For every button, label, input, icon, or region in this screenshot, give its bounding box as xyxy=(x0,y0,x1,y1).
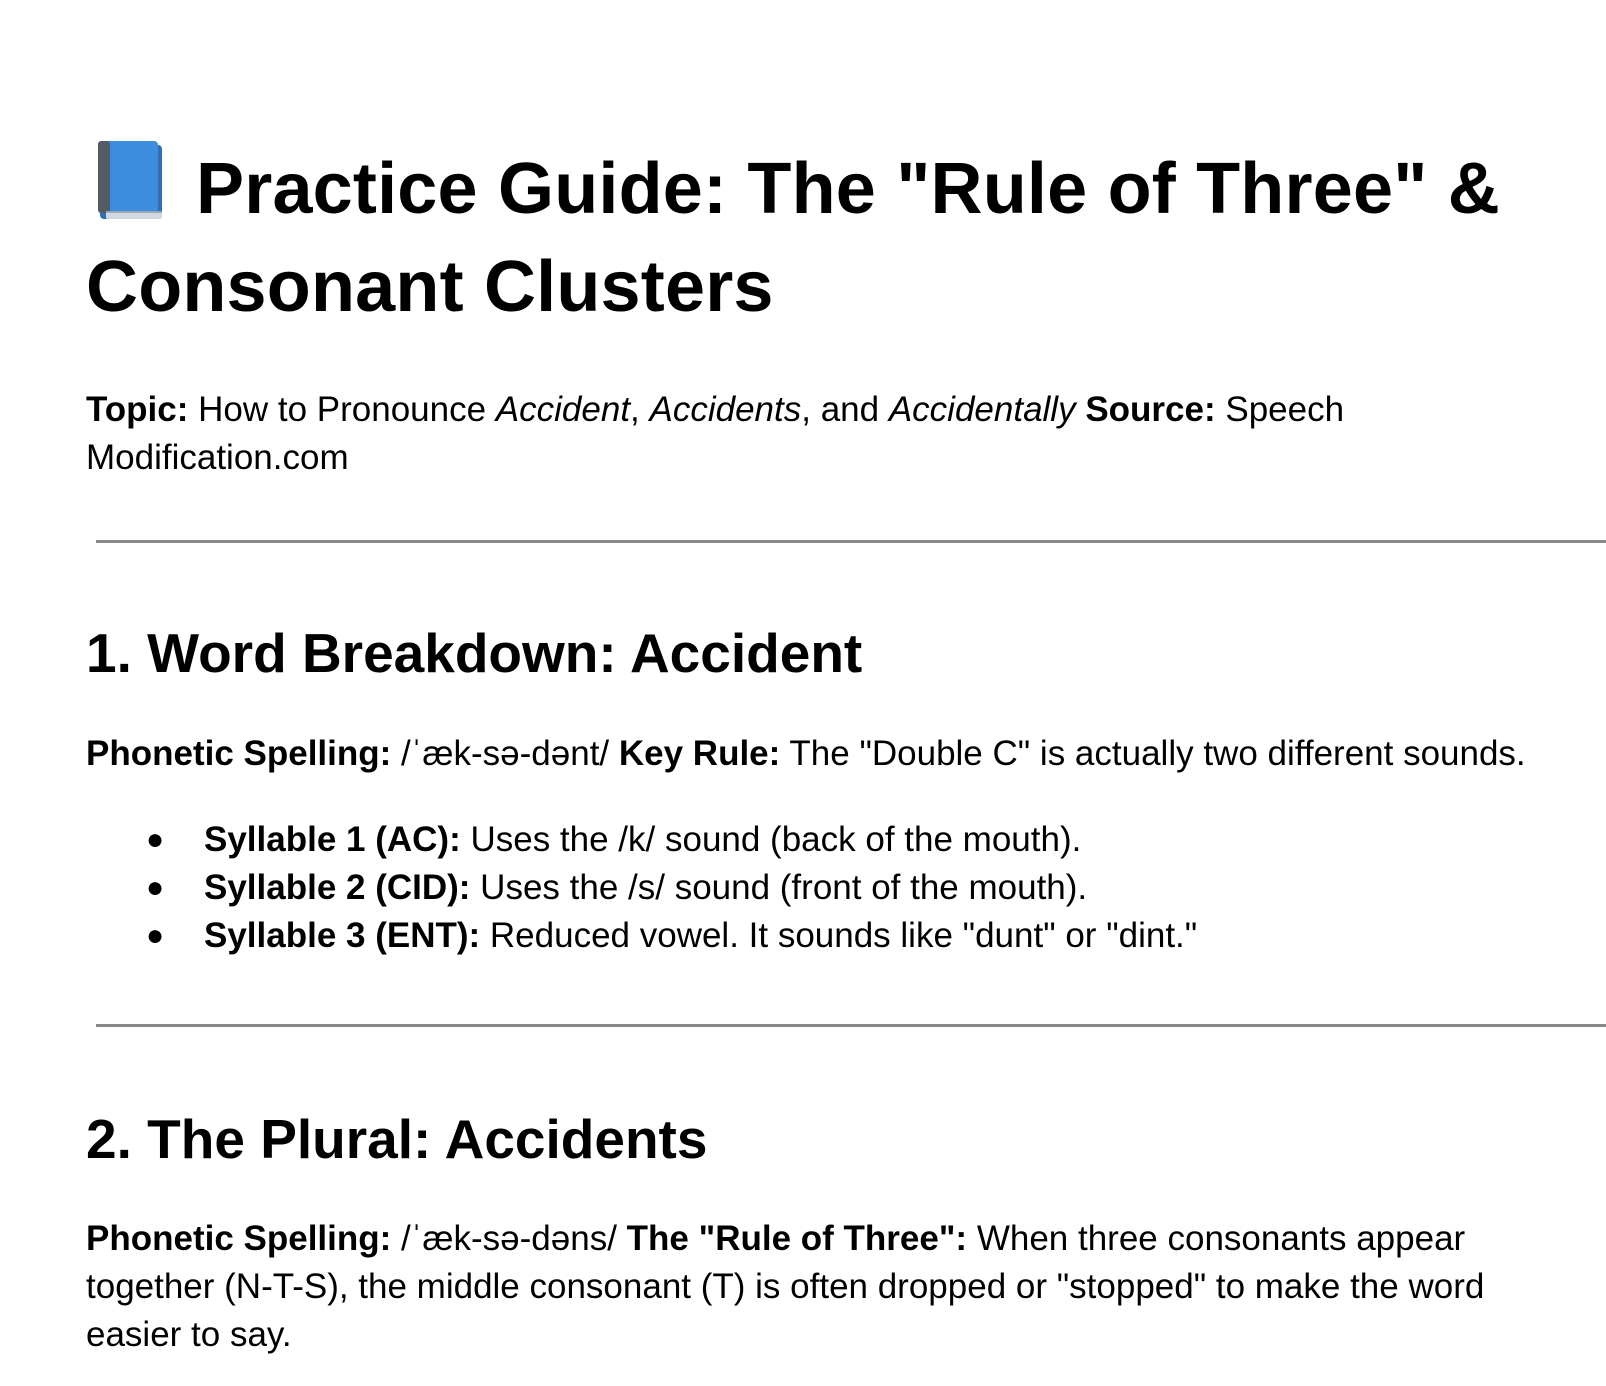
source-value: Speech Modification.com xyxy=(86,390,1345,477)
topic-word-accident: Accident xyxy=(495,390,631,429)
syllable-text: Reduced vowel. It sounds like "dunt" or "dint." xyxy=(480,916,1198,955)
section-heading-plural: 2. The Plural: Accidents xyxy=(86,1108,708,1170)
list-item xyxy=(86,864,1197,912)
syllable-label: Syllable 2 (CID): xyxy=(204,868,471,907)
bullet-icon: ● xyxy=(146,823,165,856)
topic-word-accidentally: Accidentally xyxy=(888,390,1076,429)
section-heading-word-breakdown: 1. Word Breakdown: Accident xyxy=(86,622,863,684)
syllable-text: Uses the /k/ sound (back of the mouth). xyxy=(460,820,1082,859)
key-rule-label: Key Rule: xyxy=(618,734,781,773)
syllable-label: Syllable 1 (AC): xyxy=(204,820,461,859)
syllable-label: Syllable 3 (ENT): xyxy=(204,916,481,955)
source-label: Source: xyxy=(1085,390,1216,429)
phonetic-value: /ˈæk-sə-dənt/ xyxy=(391,734,619,773)
phonetic-value: /ˈæk-sə-dəns/ xyxy=(391,1219,627,1258)
page-title xyxy=(86,140,1596,336)
rule-of-three-label: The "Rule of Three": xyxy=(626,1219,968,1258)
topic-separator: , and xyxy=(801,390,889,429)
bullet-icon: ● xyxy=(146,871,165,904)
phonetic-label: Phonetic Spelling: xyxy=(86,734,392,773)
section1-phonetic-paragraph xyxy=(86,730,1606,778)
topic-prefix: How to Pronounce xyxy=(188,390,496,429)
phonetic-label: Phonetic Spelling: xyxy=(86,1219,392,1258)
section-divider xyxy=(96,1024,1606,1027)
syllable-text: Uses the /s/ sound (front of the mouth). xyxy=(470,868,1088,907)
syllable-list xyxy=(86,816,1197,960)
list-item xyxy=(86,816,1197,864)
blue-book-icon xyxy=(98,141,164,221)
list-item xyxy=(86,912,1197,960)
topic-label: Topic: xyxy=(86,390,189,429)
document-meta xyxy=(86,386,1506,482)
topic-separator: , xyxy=(630,390,650,429)
key-rule-value: The "Double C" is actually two different sounds. xyxy=(780,734,1526,773)
rule-of-three-value: When three consonants appear together (N-T-S), the middle consonant (T) is often dropped or "stopped" to make the word easier to say. xyxy=(86,1219,1485,1354)
section-divider xyxy=(96,540,1606,543)
topic-word-accidents: Accidents xyxy=(649,390,802,429)
title-text: Practice Guide: The "Rule of Three" & Consonant Clusters xyxy=(86,149,1500,327)
bullet-icon: ● xyxy=(146,919,165,952)
section2-phonetic-paragraph xyxy=(86,1215,1536,1359)
